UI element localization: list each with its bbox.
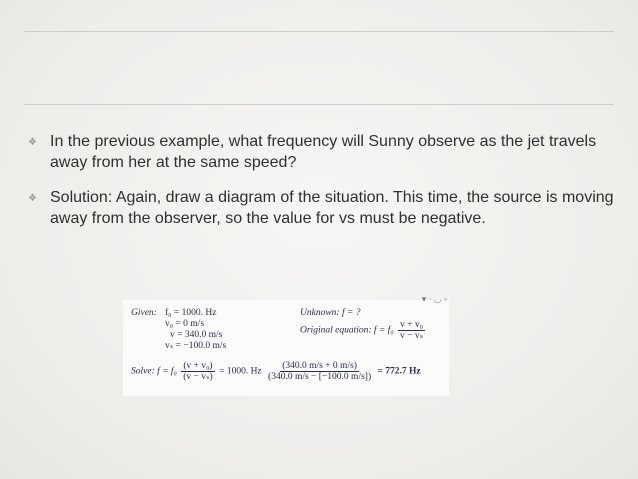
original-fraction: $\frac{\text{v + v₀}}{\text{v − vₛ}}$ [400, 320, 424, 341]
top-divider [24, 31, 614, 32]
bullet-text-question: In the previous example, what frequency will Sunny observe as the jet travels away from her at the same speed? [50, 133, 597, 171]
given-sound-speed: v = 340.0 m/s [170, 330, 223, 340]
given-observer-speed: v₀ = 0 m/s [165, 319, 205, 329]
title-divider [24, 104, 614, 105]
diamond-bullet-icon: ❖ [28, 193, 37, 204]
bullet-item-question [28, 131, 618, 173]
cropped-text-fragment: ▾ · ◡ ◦ [421, 294, 447, 304]
given-source-speed: vₛ = −100.0 m/s [165, 341, 227, 351]
solve-fraction: $\frac{\text{(v + v₀)}}{\text{(v − vₛ)}}$ [183, 361, 213, 382]
solve-equation: Solve: f = f₀ $\frac{\text{(v + v₀)}}{\text{(v − vₛ)}}$ = 1000. Hz $\frac{(340.0 m/s + 0 m/s)}{(340.0 m/s - [-100.0 m/s])}$ = 772.7 Hz [131, 361, 421, 382]
diamond-bullet-icon: ❖ [28, 137, 37, 148]
original-equation: Original equation: f = f₀ $\frac{\text{v + v₀}}{\text{v − vₛ}}$ [300, 320, 424, 341]
bullet-item-solution [28, 187, 618, 229]
substitution-fraction: $\frac{(340.0 m/s + 0 m/s)}{(340.0 m/s - [-100.0 m/s])}$ [268, 361, 372, 382]
unknown-label: Unknown: f = ? [300, 308, 361, 318]
bullet-text-solution: Solution: Again, draw a diagram of the situation. This time, the source is moving away from the observer, so the value for vs must be negative. [50, 189, 614, 227]
result-value: = 772.7 Hz [377, 366, 421, 377]
bullet-list [28, 131, 618, 243]
given-label: Given: [131, 308, 157, 318]
given-frequency: f₀ = 1000. Hz [165, 308, 217, 318]
equation-image [123, 294, 449, 396]
